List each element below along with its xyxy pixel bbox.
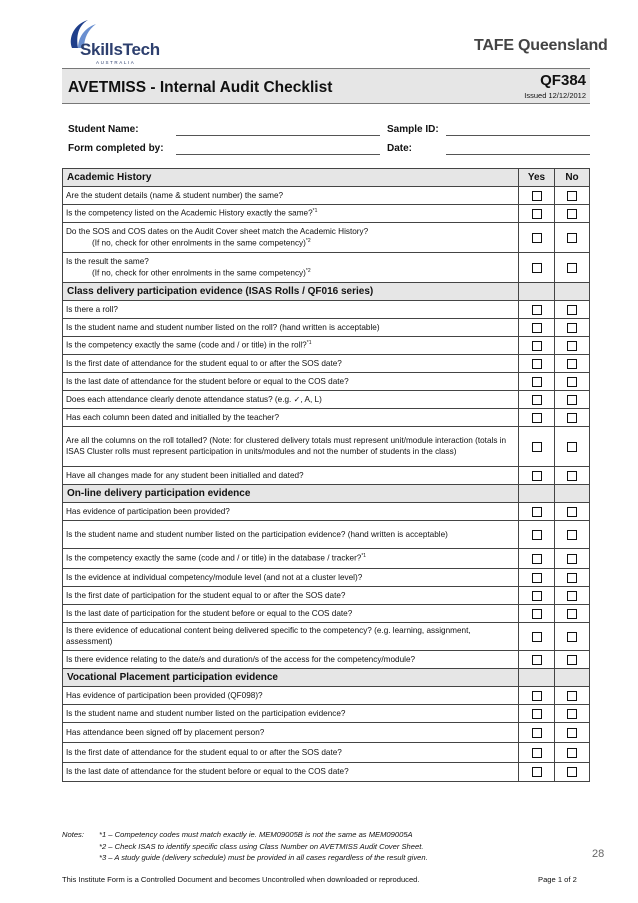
yes-checkbox[interactable] (532, 442, 542, 452)
no-checkbox[interactable] (567, 573, 577, 583)
cell-no (555, 743, 589, 762)
footer-disclaimer: This Institute Form is a Controlled Document and becomes Uncontrolled when downloaded or reproduced. (62, 875, 420, 884)
checklist-row (63, 319, 589, 337)
cell-no (555, 355, 589, 372)
column-header-no: No (565, 172, 579, 183)
footnote-ref: *2 (305, 237, 311, 244)
section-title: Vocational Placement participation evidence (67, 672, 278, 683)
no-checkbox[interactable] (567, 471, 577, 481)
no-checkbox[interactable] (567, 728, 577, 738)
checklist-row (63, 467, 589, 485)
no-checkbox[interactable] (567, 530, 577, 540)
cell-yes (519, 467, 555, 484)
no-checkbox[interactable] (567, 377, 577, 387)
question-text: Is the competency listed on the Academic History exactly the same? (66, 209, 313, 219)
cell-yes (519, 763, 555, 781)
question-text: Does each attendance clearly denote attendance status? (e.g. ✓, A, L) (66, 394, 322, 404)
checklist-row (63, 301, 589, 319)
section-title: Academic History (67, 172, 152, 183)
completed-by-field[interactable] (176, 154, 380, 155)
question-text: Do the SOS and COS dates on the Audit Cover sheet match the Academic History? (66, 226, 369, 236)
cell-no (555, 687, 589, 704)
checklist-row (63, 705, 589, 723)
cell-no (555, 651, 589, 668)
no-checkbox[interactable] (567, 341, 577, 351)
no-checkbox[interactable] (567, 413, 577, 423)
no-checkbox[interactable] (567, 554, 577, 564)
date-field[interactable] (446, 154, 590, 155)
column-header-yes: Yes (519, 169, 555, 186)
sample-id-label: Sample ID: (387, 124, 439, 135)
cell-yes (519, 409, 555, 426)
section-header (63, 669, 589, 687)
cell-yes (519, 705, 555, 722)
footnote-ref: *1 (306, 340, 312, 347)
checklist-row (63, 187, 589, 205)
question-text: Is the student name and student number listed on the participation evidence? (hand written is acceptable) (66, 529, 448, 539)
no-checkbox[interactable] (567, 323, 577, 333)
yes-checkbox[interactable] (532, 655, 542, 665)
cell-yes (519, 723, 555, 742)
cell-yes (519, 427, 555, 466)
logo-left-sub: AUSTRALIA (96, 60, 136, 65)
note-line: *2 – Check ISAS to identify specific class using Class Number on AVETMISS Audit Cover Sheet. (99, 841, 424, 851)
cell-yes (519, 319, 555, 336)
cell-yes (519, 743, 555, 762)
cell-yes (519, 651, 555, 668)
checklist-row (63, 409, 589, 427)
checklist-row (63, 687, 589, 705)
checklist-row (63, 223, 589, 253)
cell-yes (519, 391, 555, 408)
form-code: QF384 (540, 72, 586, 89)
cell-no (555, 569, 589, 586)
sample-id-field[interactable] (446, 135, 590, 136)
question-text: Has attendance been signed off by placement person? (66, 727, 265, 737)
checklist-row (63, 763, 589, 781)
cell-no (555, 587, 589, 604)
cell-yes (519, 373, 555, 390)
question-subtext: (If no, check for other enrolments in the same competency) (92, 268, 306, 278)
checklist-row (63, 337, 589, 355)
yes-checkbox[interactable] (532, 554, 542, 564)
footnote-ref: *1 (361, 553, 367, 560)
question-text: Is there evidence relating to the date/s and duration/s of the access for the competency/module? (66, 654, 416, 664)
yes-checkbox[interactable] (532, 609, 542, 619)
tafe-queensland-logo: TAFE Queensland (474, 37, 608, 54)
yes-checkbox[interactable] (532, 233, 542, 243)
question-subtext: (If no, check for other enrolments in the same competency) (92, 238, 306, 248)
cell-no (555, 705, 589, 722)
cell-no (555, 605, 589, 622)
cell-no (555, 763, 589, 781)
note-line: *1 – Competency codes must match exactly ie. MEM09005B is not the same as MEM09005A (99, 830, 413, 839)
checklist-row (63, 569, 589, 587)
no-checkbox[interactable] (567, 507, 577, 517)
yes-checkbox[interactable] (532, 530, 542, 540)
cell-no (555, 723, 589, 742)
cell-yes (519, 605, 555, 622)
cell-yes (519, 569, 555, 586)
yes-checkbox[interactable] (532, 191, 542, 201)
footnote-ref: *2 (305, 267, 311, 274)
cell-no (555, 337, 589, 354)
yes-checkbox[interactable] (532, 573, 542, 583)
no-checkbox[interactable] (567, 709, 577, 719)
no-checkbox[interactable] (567, 395, 577, 405)
yes-checkbox[interactable] (532, 728, 542, 738)
yes-checkbox[interactable] (532, 691, 542, 701)
checklist-row (63, 587, 589, 605)
no-checkbox[interactable] (567, 748, 577, 758)
cell-no (555, 301, 589, 318)
checklist-row (63, 623, 589, 651)
question-text: Has each column been dated and initialled by the teacher? (66, 412, 280, 422)
cell-yes (519, 187, 555, 204)
question-text: Is the first date of attendance for the student equal to or after the SOS date? (66, 747, 342, 757)
cell-no (555, 391, 589, 408)
student-name-field[interactable] (176, 135, 380, 136)
no-checkbox[interactable] (567, 691, 577, 701)
question-text: Is the evidence at individual competency/module level (and not at a cluster level)? (66, 572, 363, 582)
checklist-row (63, 549, 589, 569)
cell-yes (519, 253, 555, 282)
cell-no (555, 253, 589, 282)
checklist-row (63, 427, 589, 467)
yes-checkbox[interactable] (532, 341, 542, 351)
section-header (63, 169, 589, 187)
student-name-label: Student Name: (68, 124, 139, 135)
yes-checkbox[interactable] (532, 709, 542, 719)
note-line: *3 – A study guide (delivery schedule) must be provided in all cases regardless of the result given. (99, 853, 428, 862)
column-header-no (555, 669, 589, 686)
no-checkbox[interactable] (567, 591, 577, 601)
form-title: AVETMISS - Internal Audit Checklist (68, 79, 333, 96)
question-text: Is there evidence of educational content being delivered specific to the competency? (e.g. learning, assignment, assessment) (66, 626, 471, 646)
checklist-row (63, 723, 589, 743)
yes-checkbox[interactable] (532, 377, 542, 387)
cell-no (555, 223, 589, 252)
cell-yes (519, 623, 555, 650)
no-checkbox[interactable] (567, 359, 577, 369)
cell-yes (519, 521, 555, 548)
no-checkbox[interactable] (567, 609, 577, 619)
yes-checkbox[interactable] (532, 632, 542, 642)
no-checkbox[interactable] (567, 233, 577, 243)
question-text: Is the last date of attendance for the student before or equal to the COS date? (66, 767, 349, 777)
slide-number-badge: 28 (592, 848, 605, 860)
cell-no (555, 373, 589, 390)
section-title: On-line delivery participation evidence (67, 488, 251, 499)
question-text: Is the result the same? (66, 256, 149, 266)
yes-checkbox[interactable] (532, 507, 542, 517)
checklist-row (63, 521, 589, 549)
section-title: Class delivery participation evidence (ISAS Rolls / QF016 series) (67, 286, 374, 297)
yes-checkbox[interactable] (532, 209, 542, 219)
yes-checkbox[interactable] (532, 413, 542, 423)
cell-no (555, 467, 589, 484)
yes-checkbox[interactable] (532, 767, 542, 777)
cell-yes (519, 355, 555, 372)
yes-checkbox[interactable] (532, 263, 542, 273)
checklist-row (63, 503, 589, 521)
yes-checkbox[interactable] (532, 359, 542, 369)
yes-checkbox[interactable] (532, 591, 542, 601)
question-text: Has evidence of participation been provided (QF098)? (66, 690, 263, 700)
no-checkbox[interactable] (567, 191, 577, 201)
yes-checkbox[interactable] (532, 395, 542, 405)
cell-no (555, 319, 589, 336)
cell-yes (519, 223, 555, 252)
footnote-ref: *1 (312, 208, 318, 215)
date-label: Date: (387, 143, 413, 154)
question-text: Is the last date of participation for the student before or equal to the COS date? (66, 608, 353, 618)
question-text: Is the first date of attendance for the student equal to or after the SOS date? (66, 358, 342, 368)
yes-checkbox[interactable] (532, 305, 542, 315)
cell-no (555, 187, 589, 204)
question-text: Are the student details (name & student number) the same? (66, 190, 284, 200)
issued-date: Issued 12/12/2012 (524, 91, 586, 100)
cell-no (555, 409, 589, 426)
no-checkbox[interactable] (567, 263, 577, 273)
section-header (63, 283, 589, 301)
column-header-no (555, 283, 589, 300)
completed-by-label: Form completed by: (68, 143, 164, 154)
checklist-row (63, 355, 589, 373)
question-text: Is there a roll? (66, 304, 118, 314)
cell-yes (519, 503, 555, 520)
cell-no (555, 549, 589, 568)
logo-left-name: SkillsTech (80, 40, 160, 59)
checklist-row (63, 605, 589, 623)
cell-yes (519, 687, 555, 704)
cell-yes (519, 337, 555, 354)
title-bar (62, 68, 590, 104)
column-header-yes (519, 669, 555, 686)
cell-yes (519, 587, 555, 604)
skillstech-logo (66, 14, 186, 64)
notes-label: Notes: (62, 830, 84, 839)
column-header-yes (519, 283, 555, 300)
cell-no (555, 623, 589, 650)
yes-checkbox[interactable] (532, 748, 542, 758)
question-text: Is the competency exactly the same (code and / or title) in the roll? (66, 341, 307, 351)
cell-no (555, 427, 589, 466)
no-checkbox[interactable] (567, 209, 577, 219)
question-text: Is the last date of attendance for the student before or equal to the COS date? (66, 376, 349, 386)
cell-no (555, 521, 589, 548)
no-checkbox[interactable] (567, 442, 577, 452)
cell-no (555, 503, 589, 520)
checklist-row (63, 651, 589, 669)
question-text: Is the student name and student number listed on the roll? (hand written is acceptable) (66, 322, 380, 332)
cell-yes (519, 549, 555, 568)
page-number: Page 1 of 2 (538, 875, 577, 884)
question-text: Is the competency exactly the same (code and / or title) in the database / tracker? (66, 554, 362, 564)
question-text: Is the student name and student number listed on the participation evidence? (66, 708, 346, 718)
checklist-row (63, 743, 589, 763)
column-header-yes (519, 485, 555, 502)
no-checkbox[interactable] (567, 632, 577, 642)
no-checkbox[interactable] (567, 655, 577, 665)
section-header (63, 485, 589, 503)
checklist-row (63, 373, 589, 391)
question-text: Has evidence of participation been provided? (66, 506, 230, 516)
cell-yes (519, 301, 555, 318)
yes-checkbox[interactable] (532, 471, 542, 481)
yes-checkbox[interactable] (532, 323, 542, 333)
question-text: Is the first date of participation for the student equal to or after the SOS date? (66, 590, 346, 600)
cell-yes (519, 205, 555, 222)
checklist-row (63, 205, 589, 223)
no-checkbox[interactable] (567, 305, 577, 315)
question-text: Are all the columns on the roll totalled? (Note: for clustered delivery totals must represent unit/module interaction (totals in ISAS Cluster rolls must represent participation in units/modules and not the number of students in the class) (66, 436, 507, 456)
audit-checklist-table (62, 168, 590, 782)
checklist-row (63, 391, 589, 409)
checklist-row (63, 253, 589, 283)
column-header-no (555, 485, 589, 502)
cell-no (555, 205, 589, 222)
no-checkbox[interactable] (567, 767, 577, 777)
question-text: Have all changes made for any student been initialled and dated? (66, 470, 304, 480)
